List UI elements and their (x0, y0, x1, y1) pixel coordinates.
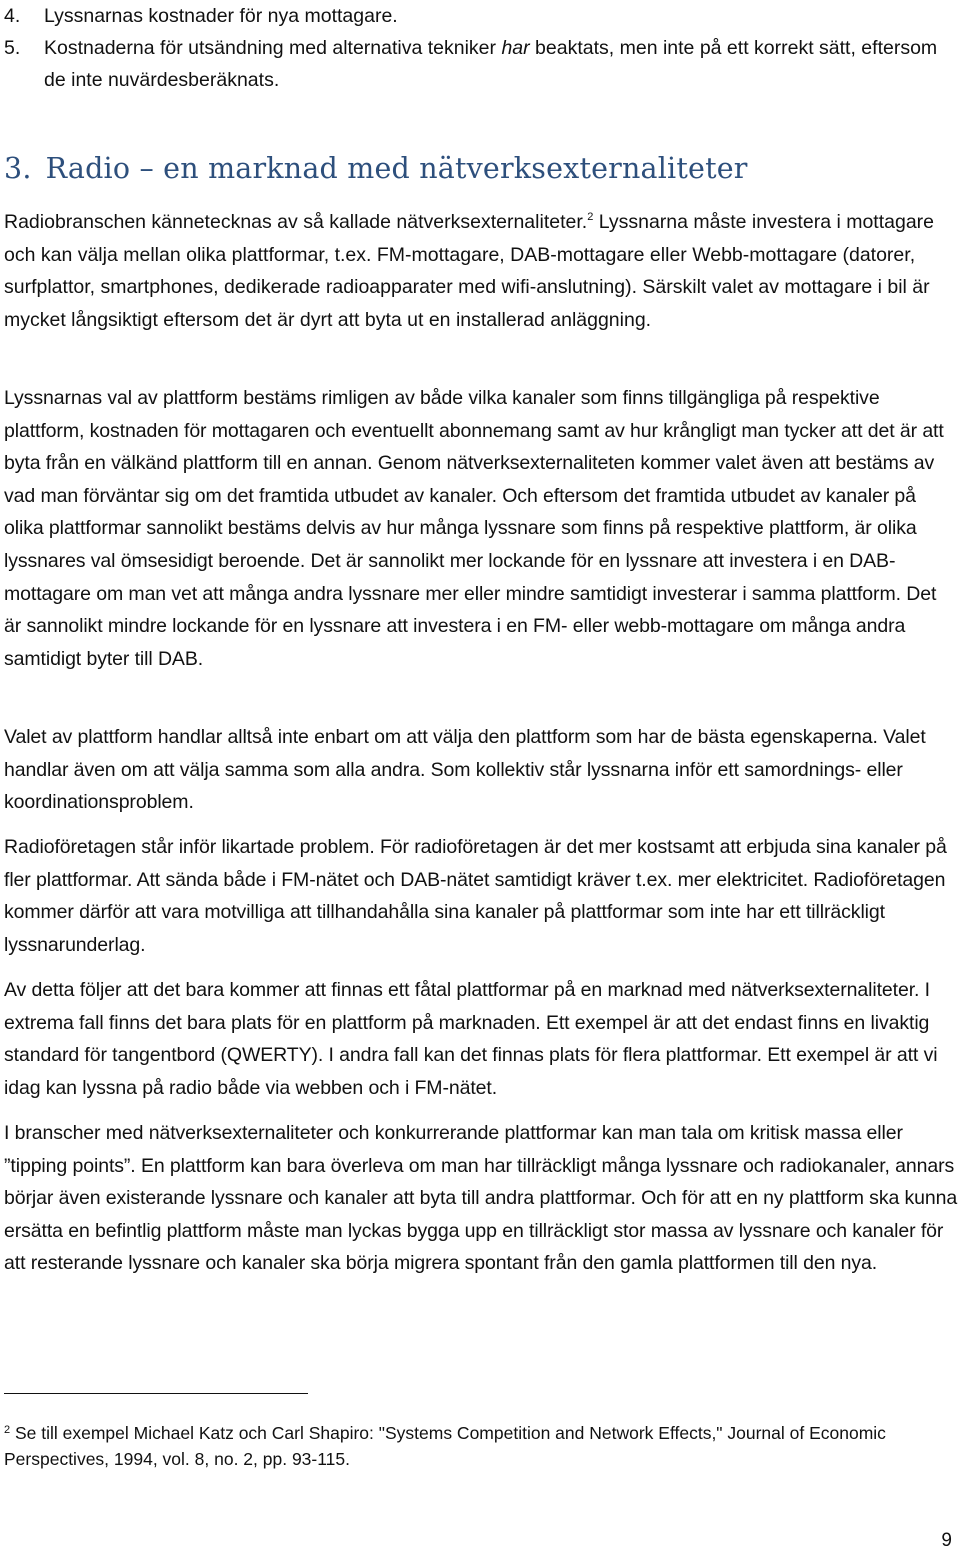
list-number: 5. (4, 37, 21, 59)
list-text-part: beaktats, men inte på ett korrekt sätt, eftersom de inte nuvärdesberäknats. (44, 37, 938, 91)
list-text-part: Kostnaderna för utsändning med alternativa tekniker (44, 37, 502, 59)
list-item (4, 0, 954, 32)
footnote-marker: 2 (4, 1424, 11, 1436)
list-text-emphasis: har (501, 37, 530, 59)
body-paragraph: Valet av plattform handlar alltså inte enbart om att välja den plattform som har de bästa egenskaperna. Valet handlar även om att välja samma som alla andra. Som kollektiv står lyssnarna inför ett samordnings- eller koordinationsproblem. (4, 726, 926, 814)
body-paragraph: Lyssnarnas val av plattform bestäms rimligen av både vilka kanaler som finns tillgängliga på respektive plattform, kostnaden för mottagaren och eventuellt abonnemang samt av hur krångligt man tycker att det är att byta från en välkänd plattform till en annan. Genom nätverksexternaliteten kommer valet även att bestäms av vad man förväntar sig om det framtida utbudet av kanaler. Och eftersom det framtida utbudet av kanaler på olika plattformar sannolikt bestäms delvis av hur många lyssnare som finns på respektive plattform, är olika lyssnares val ömsesidigt beroende. Det är sannolikt mer lockande för en lyssnare att investera i en DAB-mottagare om man vet att många andra lyssnare mer eller mindre samtidigt investerar i samma plattform. Det är sannolikt mindre lockande för en lyssnare att investera i en FM- eller webb-mottagare om många andra samtidigt byter till DAB. (4, 387, 944, 670)
body-paragraph: Av detta följer att det bara kommer att finnas ett fåtal plattformar på en marknad med nätverksexternaliteter. I extrema fall finns det bara plats för en plattform på marknaden. Ett exempel är att det endast finns en livaktig standard för tangentbord (QWERTY). I andra fall kan det finnas plats för flera plattformar. Ett exempel är att vi idag kan lyssna på radio både via webben och i FM-nätet. (4, 979, 938, 1099)
intro-text: Radiobranschen kännetecknas av så kallade nätverksexternaliteter. (4, 211, 588, 233)
footnote-separator (4, 1393, 308, 1394)
page-number: 9 (941, 1530, 952, 1551)
list-item (4, 32, 954, 96)
section-number: 3. (4, 152, 32, 185)
footnote-text: Se till exempel Michael Katz och Carl Shapiro: "Systems Competition and Network Effects," Journal of Economic Perspectives, 1994, vol. 8, no. 2, pp. 93-115. (4, 1423, 886, 1469)
list-text (44, 32, 954, 96)
section-heading (4, 152, 748, 185)
list-text: Lyssnarnas kostnader för nya mottagare. (44, 5, 398, 27)
footnote (4, 1420, 954, 1472)
intro-paragraph (4, 206, 954, 336)
footnote-reference[interactable]: 2 (587, 211, 594, 223)
body-paragraph: Radioföretagen står inför likartade problem. För radioföretagen är det mer kostsamt att erbjuda sina kanaler på fler plattformar. Att sända både i FM-nätet och DAB-nätet samtidigt kräver t.ex. mer elektricitet. Radioföretagen kommer därför att vara motvilliga att tillhandahålla sina kanaler på plattformar som inte har ett tillräckligt lyssnarunderlag. (4, 836, 947, 956)
list-number: 4. (4, 5, 21, 27)
numbered-list (4, 0, 954, 96)
intro-text: Lyssnarna måste investera i mottagare och kan välja mellan olika plattformar, t.ex. FM-mottagare, DAB-mottagare eller Webb-mottagare (datorer, surfplattor, smartphones, dedikerade radioapparater med wifi-anslutning). Särskilt valet av mottagare i bil är mycket långsiktigt eftersom det är dyrt att byta ut en installerad anläggning. (4, 211, 935, 331)
body-paragraph: I branscher med nätverksexternaliteter och konkurrerande plattformar kan man tala om kritisk massa eller ”tipping points”. En plattform kan bara överleva om man har tillräckligt många lyssnare och radiokanaler, annars börjar även existerande lyssnare och kanaler att byta till andra plattformar. Och för att en ny plattform ska kunna ersätta en befintlig plattform måste man lyckas bygga upp en tillräckligt stor massa av lyssnare och kanaler för att resterande lyssnare och kanaler ska börja migrera spontant från den gamla plattformen till den nya. (4, 1122, 958, 1275)
section-title: Radio – en marknad med nätverksexternaliteter (45, 152, 748, 185)
